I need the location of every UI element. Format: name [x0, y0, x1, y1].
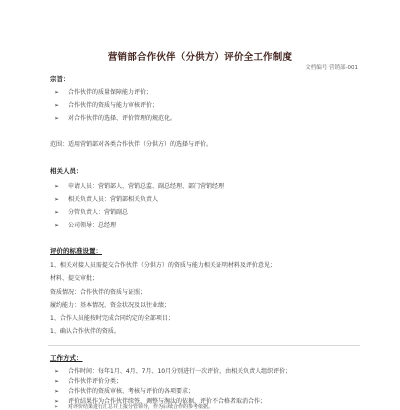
criteria-line: 履约能力：基本情况、资金状况及以往业绩； [50, 302, 171, 309]
section-divider [48, 345, 360, 346]
document-number: 文档编号 营销部-001 [305, 65, 358, 71]
arrow-bullet-icon: ➢ [54, 388, 60, 395]
roles-item: ➢ 申请人员：营销部人、营销总监、副总经理、部门营销经理 [54, 183, 225, 190]
roles-heading: 相关人员： [50, 167, 83, 175]
criteria-heading: 评价的标准设置： [50, 247, 102, 255]
scope-text: 范围：适用营销部对各类合作伙伴（分供方）的选择与评价。 [50, 141, 213, 148]
method-heading: 工作方式： [50, 354, 83, 362]
criteria-line: 1、确认合作伙伴的资质。 [50, 328, 120, 335]
method-item: ➢ 对评价结果进行汇总并上报分管领导，作为后续合作的参考依据。 [54, 404, 214, 410]
arrow-bullet-icon: ➢ [54, 404, 59, 410]
purpose-item: ➢ 对合作伙伴的选择、评价管理的规范化。 [54, 115, 177, 122]
purpose-item: ➢ 合作伙伴的资质与能力审核评价； [54, 102, 159, 109]
arrow-bullet-icon: ➢ [54, 115, 60, 122]
method-item: ➢ 合作伙伴评价分类； [54, 378, 123, 385]
arrow-bullet-icon: ➢ [54, 378, 60, 385]
criteria-line: 材料、提交审批； [50, 275, 99, 282]
arrow-bullet-icon: ➢ [54, 368, 60, 375]
arrow-bullet-icon: ➢ [54, 89, 60, 96]
arrow-bullet-icon: ➢ [54, 222, 60, 229]
arrow-bullet-icon: ➢ [54, 183, 60, 190]
purpose-item: ➢ 合作伙伴的质量保障能力评价； [54, 89, 153, 96]
criteria-line: 1、合作人员能按时完成合同约定的全部项目； [50, 315, 174, 322]
roles-item: ➢ 相关负责人员：营销部相关负责人 [54, 196, 159, 203]
method-item: ➢ 合作时间：每年1月、4月、7月、10月分别进行一次评价，由相关负责人组织评价； [54, 368, 292, 375]
arrow-bullet-icon: ➢ [54, 102, 60, 109]
roles-item: ➢ 分管负责人：营销副总 [54, 209, 129, 216]
criteria-line: 1、相关对接人员需提交合作伙伴（分供方）的资质与能力相关证明材料及评价意见； [50, 262, 276, 269]
criteria-line: 资质情况：合作伙伴的资质与证照； [50, 289, 147, 296]
purpose-heading: 宗旨： [50, 75, 70, 83]
document-title: 营销部合作伙伴（分供方）评价全工作制度 [107, 52, 293, 63]
roles-item: ➢ 公司领导：总经理 [54, 222, 117, 229]
method-item: ➢ 合作伙伴的资质审核、考核与评价的各项要求； [54, 388, 195, 395]
method-item: ➢ 评价结果作为合作伙伴续签、调整与淘汰的依据，评价不合格者取消合作； [54, 398, 267, 405]
arrow-bullet-icon: ➢ [54, 196, 60, 203]
arrow-bullet-icon: ➢ [54, 209, 60, 216]
arrow-bullet-icon: ➢ [54, 398, 60, 405]
